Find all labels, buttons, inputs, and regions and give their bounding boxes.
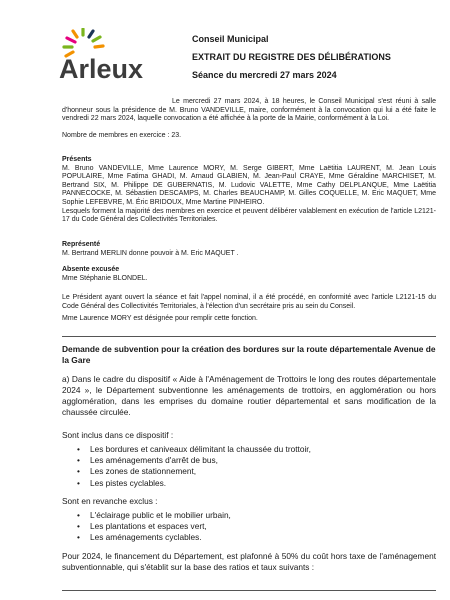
quorum-section bbox=[62, 294, 436, 324]
logo-rays bbox=[64, 29, 103, 56]
list-item: • Les zones de stationnement, bbox=[62, 466, 436, 477]
list-item: • Les plantations et espaces vert, bbox=[62, 521, 436, 532]
absente-section bbox=[62, 266, 436, 283]
arleux-logo bbox=[55, 28, 167, 84]
list-item: • Les bordures et caniveaux délimitant la chaussée du trottoir, bbox=[62, 444, 436, 455]
intro-paragraph: Le mercredi 27 mars 2024, à 18 heures, le Conseil Municipal s'est réuni à salle d'honneur sous la présidence de M. Bruno VANDEVILLE, maire, conformément à la convocation qui lui a été faite le vendredi 22 mars 2024, laquelle convocation a été affichée à la porte de la Mairie, conformément à la Loi. bbox=[62, 98, 436, 122]
header-council: Conseil Municipal bbox=[192, 34, 269, 44]
body-paragraph-1: a) Dans le cadre du dispositif « Aide à l'Aménagement de Trottoirs le long des routes départementale 2024 », le Département subventionne les aménagements de trottoirs, en agglomération ou hors agglomération, dans les emprises du domaine routier départemental et sans modification de la chaussée circulée. bbox=[62, 374, 436, 417]
majority-note: Lesquels forment la majorité des membres en exercice et peuvent délibérer valablement en exécution de l'article L2121-17 du Code Général des Collectivités Territoriales. bbox=[62, 207, 436, 224]
represente-section bbox=[62, 241, 436, 258]
footer-divider bbox=[62, 590, 436, 591]
excluded-list bbox=[62, 510, 436, 544]
list-item: • Les aménagements d'arrêt de bus, bbox=[62, 455, 436, 466]
secretary-designation: Mme Laurence MORY est désignée pour remplir cette fonction. bbox=[62, 315, 258, 323]
secretary-election: Le Président ayant ouvert la séance et fait l'appel nominal, il a été procédé, en conformité avec l'article L2121-15 du Code Général des Collectivités Territoriales, à l'élection d'un secrétaire pris au sein du Conseil. bbox=[62, 294, 436, 310]
header-session: Séance du mercredi 27 mars 2024 bbox=[192, 70, 337, 80]
logo-text: Arleux bbox=[59, 54, 144, 84]
list-item: • Les aménagements cyclables. bbox=[62, 532, 436, 543]
represente-text: M. Bertrand MERLIN donne pouvoir à M. Eric MAQUET . bbox=[62, 249, 239, 257]
section-divider bbox=[62, 336, 436, 337]
presents-label: Présents bbox=[62, 156, 92, 163]
list-item: • L'éclairage public et le mobilier urbain, bbox=[62, 510, 436, 521]
financing-paragraph: Pour 2024, le financement du Département, est plafonné à 50% du coût hors taxe de l'aménagement subventionnable, qui s'établit sur la base des ratios et taux suivants : bbox=[62, 551, 436, 572]
deliberation-subject: Demande de subvention pour la création des bordures sur la route départementale Avenue de la Gare bbox=[62, 344, 436, 365]
presents-list: M. Bruno VANDEVILLE, Mme Laurence MORY, M. Serge GIBERT, Mme Laëtitia LAURENT, M. Jean Louis POPULAIRE, Mme Fatima GHADI, M. Arnaud GLABIEN, M. Jean-Paul CRAYE, Mme Géraldine MARCHISET, M. Bertrand SIX, M. Philippe DE GUBERNATIS, M. Ludovic VALETTE, Mme Cathy DELPLANQUE, Mme Laëtitia PANNECOCKE, M. Sébastien DESCAMPS, M. Charles BEAUCHAMP, M. Gilles COQUELLE, M. Eric MAQUET, Mme Sophie LEFEBVRE, M. Éric BRIDOUX, Mme Martine PINHEIRO. bbox=[62, 164, 436, 206]
presents-section bbox=[62, 156, 436, 225]
list-item: • Les pistes cyclables. bbox=[62, 478, 436, 489]
included-list bbox=[62, 444, 436, 489]
header-register: EXTRAIT DU REGISTRE DES DÉLIBÉRATIONS bbox=[192, 52, 391, 62]
document-header bbox=[192, 34, 432, 88]
represente-label: Représenté bbox=[62, 241, 101, 248]
excluded-heading: Sont en revanche exclus : bbox=[62, 496, 158, 506]
included-heading: Sont inclus dans ce dispositif : bbox=[62, 430, 174, 440]
absente-label: Absente excusée bbox=[62, 266, 120, 273]
intro-section bbox=[62, 98, 436, 140]
absente-text: Mme Stéphanie BLONDEL. bbox=[62, 274, 148, 282]
members-count: Nombre de membres en exercice : 23. bbox=[62, 131, 182, 139]
